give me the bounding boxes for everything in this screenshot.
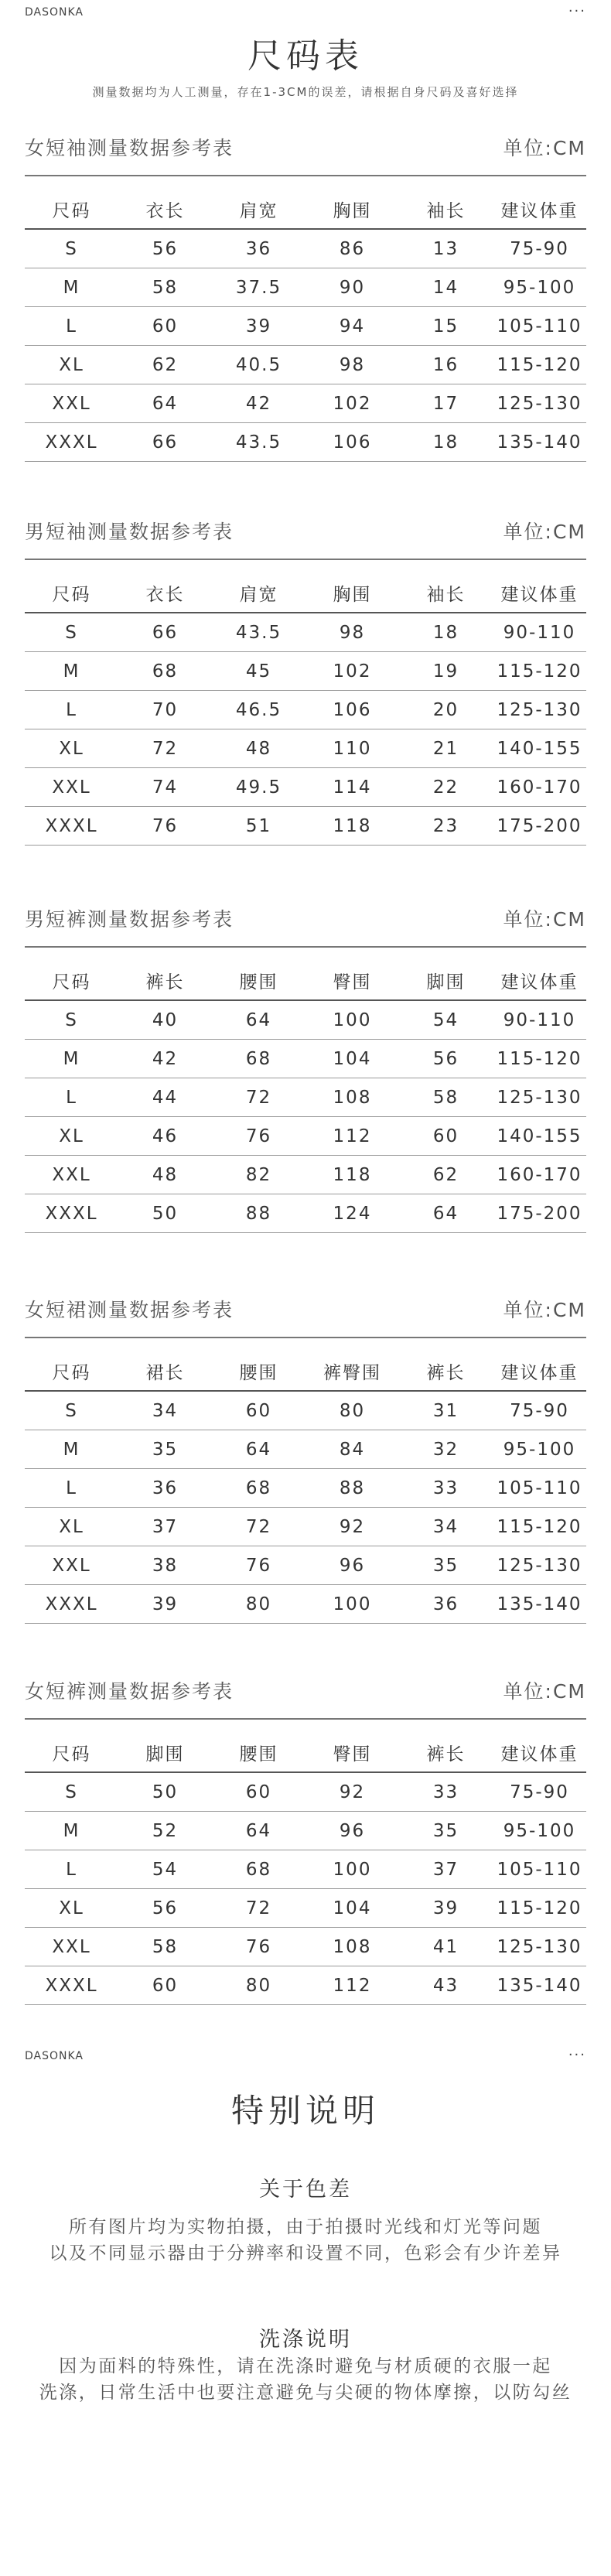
column-header: 袖长: [399, 574, 493, 613]
notes-brand-bar: [0, 2044, 611, 2072]
table-cell: 115-120: [493, 346, 586, 384]
table-cell: 92: [306, 1772, 399, 1812]
table-cell: 39: [212, 307, 306, 346]
table-cell: 19: [399, 652, 493, 691]
wash-note-line: 因为面料的特殊性，请在洗涤时避免与材质硬的衣服一起: [59, 2356, 552, 2376]
section-divider: [25, 175, 586, 176]
table-cell: 37: [399, 1850, 493, 1889]
table-row: [25, 768, 586, 807]
table-row: [25, 229, 586, 268]
column-header: 裙长: [118, 1352, 212, 1391]
section-header: [25, 1672, 586, 1710]
column-header: 胸围: [306, 190, 399, 229]
table-cell: 36: [399, 1585, 493, 1624]
table-cell: 56: [118, 229, 212, 268]
table-cell: 56: [118, 1889, 212, 1928]
table-cell: 72: [212, 1889, 306, 1928]
table-row: [25, 729, 586, 768]
top-brand-bar: [0, 0, 611, 28]
table-cell: 112: [306, 1966, 399, 2005]
table-cell: 35: [399, 1546, 493, 1585]
size-section-womens-shorts: [25, 1672, 586, 2004]
section-title: 男短裤测量数据参考表: [25, 908, 234, 931]
table-cell: 56: [399, 1040, 493, 1078]
size-section-mens-shorts: [25, 900, 586, 1232]
column-header: 臀围: [306, 1734, 399, 1772]
table-cell: 92: [306, 1508, 399, 1546]
table-cell: 50: [118, 1194, 212, 1233]
table-cell: 74: [118, 768, 212, 807]
column-header: 尺码: [25, 574, 118, 613]
unit-label: 单位:CM: [503, 137, 586, 159]
table-cell: 94: [306, 307, 399, 346]
table-row: [25, 1812, 586, 1850]
table-cell: 31: [399, 1391, 493, 1430]
table-cell: 34: [118, 1391, 212, 1430]
table-row: [25, 1850, 586, 1889]
column-header: 脚围: [118, 1734, 212, 1772]
table-cell: 104: [306, 1889, 399, 1928]
table-cell: 54: [399, 1000, 493, 1040]
table-cell: 106: [306, 423, 399, 462]
size-table: [25, 962, 586, 1233]
section-title: 女短袖测量数据参考表: [25, 137, 234, 159]
table-cell: 35: [399, 1812, 493, 1850]
size-section-womens-skirt: [25, 1290, 586, 1623]
table-cell: M: [25, 1040, 118, 1078]
table-cell: 105-110: [493, 1469, 586, 1508]
table-row: [25, 691, 586, 729]
table-cell: 124: [306, 1194, 399, 1233]
table-cell: 160-170: [493, 1156, 586, 1194]
table-cell: 60: [212, 1772, 306, 1812]
table-cell: 58: [399, 1078, 493, 1117]
table-cell: 104: [306, 1040, 399, 1078]
table-cell: 90: [306, 268, 399, 307]
table-row: [25, 268, 586, 307]
table-cell: 135-140: [493, 1585, 586, 1624]
table-row: [25, 1040, 586, 1078]
table-cell: XXL: [25, 1928, 118, 1966]
table-row: [25, 1585, 586, 1624]
table-cell: 76: [212, 1117, 306, 1156]
table-cell: 125-130: [493, 1078, 586, 1117]
section-title: 女短裙测量数据参考表: [25, 1299, 234, 1321]
table-row: [25, 1889, 586, 1928]
table-cell: 90-110: [493, 1000, 586, 1040]
table-cell: 112: [306, 1117, 399, 1156]
table-cell: 95-100: [493, 1812, 586, 1850]
table-cell: 88: [212, 1194, 306, 1233]
table-cell: S: [25, 1772, 118, 1812]
table-cell: 38: [118, 1546, 212, 1585]
unit-label: 单位:CM: [503, 1299, 586, 1321]
table-cell: 48: [118, 1156, 212, 1194]
table-cell: XXL: [25, 1546, 118, 1585]
table-row: [25, 1546, 586, 1585]
column-header: 建议体重: [493, 1734, 586, 1772]
column-header: 脚围: [399, 962, 493, 1000]
table-cell: M: [25, 1812, 118, 1850]
table-cell: 60: [212, 1391, 306, 1430]
table-cell: 43: [399, 1966, 493, 2005]
table-cell: 16: [399, 346, 493, 384]
table-cell: 125-130: [493, 691, 586, 729]
table-cell: 46: [118, 1117, 212, 1156]
table-cell: 66: [118, 613, 212, 652]
table-cell: XL: [25, 729, 118, 768]
table-cell: 64: [212, 1430, 306, 1469]
table-cell: 42: [212, 384, 306, 423]
table-cell: 108: [306, 1078, 399, 1117]
table-row: [25, 1772, 586, 1812]
table-cell: 84: [306, 1430, 399, 1469]
table-cell: 60: [118, 1966, 212, 2005]
table-cell: 52: [118, 1812, 212, 1850]
table-cell: XXXL: [25, 423, 118, 462]
table-cell: 58: [118, 1928, 212, 1966]
section-divider: [25, 1718, 586, 1720]
table-cell: 68: [212, 1850, 306, 1889]
section-header: [25, 512, 586, 551]
table-header-row: [25, 574, 586, 613]
column-header: 建议体重: [493, 1352, 586, 1391]
table-cell: 115-120: [493, 652, 586, 691]
table-cell: XXXL: [25, 1194, 118, 1233]
table-cell: 46.5: [212, 691, 306, 729]
table-cell: 37: [118, 1508, 212, 1546]
table-cell: 64: [212, 1000, 306, 1040]
table-cell: 14: [399, 268, 493, 307]
column-header: 胸围: [306, 574, 399, 613]
measurement-disclaimer: 测量数据均为人工测量，存在1-3CM的误差，请根据自身尺码及喜好选择: [92, 85, 519, 99]
brand-logo-text: DASONKA: [25, 2050, 84, 2062]
table-header-row: [25, 1734, 586, 1772]
table-row: [25, 423, 586, 462]
table-cell: 102: [306, 652, 399, 691]
column-header: 腰围: [212, 1734, 306, 1772]
table-row: [25, 1928, 586, 1966]
table-cell: 90-110: [493, 613, 586, 652]
column-header: 衣长: [118, 190, 212, 229]
table-cell: 86: [306, 229, 399, 268]
table-cell: 41: [399, 1928, 493, 1966]
table-cell: 20: [399, 691, 493, 729]
table-cell: XXL: [25, 384, 118, 423]
table-cell: S: [25, 613, 118, 652]
table-cell: 68: [212, 1040, 306, 1078]
table-cell: 75-90: [493, 1772, 586, 1812]
table-cell: S: [25, 229, 118, 268]
table-cell: 51: [212, 807, 306, 846]
column-header: 建议体重: [493, 190, 586, 229]
column-header: 尺码: [25, 1734, 118, 1772]
table-cell: 95-100: [493, 268, 586, 307]
column-header: 腰围: [212, 1352, 306, 1391]
table-cell: 32: [399, 1430, 493, 1469]
table-cell: 60: [118, 307, 212, 346]
table-cell: 40: [118, 1000, 212, 1040]
table-cell: 175-200: [493, 807, 586, 846]
table-cell: 88: [306, 1469, 399, 1508]
column-header: 肩宽: [212, 574, 306, 613]
table-cell: 175-200: [493, 1194, 586, 1233]
column-header: 建议体重: [493, 962, 586, 1000]
section-title: 男短袖测量数据参考表: [25, 521, 234, 543]
color-note-title: 关于色差: [259, 2178, 352, 2202]
table-cell: 135-140: [493, 423, 586, 462]
table-cell: 95-100: [493, 1430, 586, 1469]
table-cell: 43.5: [212, 613, 306, 652]
table-cell: 62: [399, 1156, 493, 1194]
table-cell: 125-130: [493, 1928, 586, 1966]
table-cell: 49.5: [212, 768, 306, 807]
table-cell: 98: [306, 613, 399, 652]
table-cell: L: [25, 307, 118, 346]
table-row: [25, 384, 586, 423]
table-cell: 15: [399, 307, 493, 346]
table-row: [25, 807, 586, 846]
size-section-womens-tshirt: [25, 128, 586, 461]
table-cell: 100: [306, 1850, 399, 1889]
table-cell: M: [25, 1430, 118, 1469]
table-cell: 33: [399, 1469, 493, 1508]
size-table: [25, 574, 586, 846]
column-header: 裤长: [399, 1352, 493, 1391]
table-row: [25, 1508, 586, 1546]
table-cell: 21: [399, 729, 493, 768]
table-cell: 40.5: [212, 346, 306, 384]
size-section-mens-tshirt: [25, 512, 586, 845]
table-cell: 66: [118, 423, 212, 462]
table-cell: 76: [118, 807, 212, 846]
table-cell: M: [25, 268, 118, 307]
table-header-row: [25, 962, 586, 1000]
column-header: 肩宽: [212, 190, 306, 229]
table-cell: 58: [118, 268, 212, 307]
size-table: [25, 1734, 586, 2005]
table-cell: M: [25, 652, 118, 691]
table-cell: 140-155: [493, 729, 586, 768]
column-header: 尺码: [25, 962, 118, 1000]
table-cell: 114: [306, 768, 399, 807]
table-cell: 160-170: [493, 768, 586, 807]
table-row: [25, 1117, 586, 1156]
notes-title: 特别说明: [230, 2092, 380, 2130]
table-row: [25, 1000, 586, 1040]
table-cell: 42: [118, 1040, 212, 1078]
table-cell: S: [25, 1000, 118, 1040]
table-row: [25, 1391, 586, 1430]
wash-note-line: 洗涤，日常生活中也要注意避免与尖硬的物体摩擦，以防勾丝: [39, 2383, 572, 2403]
column-header: 衣长: [118, 574, 212, 613]
table-cell: 105-110: [493, 307, 586, 346]
table-row: [25, 1156, 586, 1194]
table-cell: XXXL: [25, 1585, 118, 1624]
table-cell: 54: [118, 1850, 212, 1889]
table-cell: 34: [399, 1508, 493, 1546]
brand-logo-text: DASONKA: [25, 6, 84, 19]
table-cell: 80: [212, 1585, 306, 1624]
table-cell: 110: [306, 729, 399, 768]
table-cell: 64: [212, 1812, 306, 1850]
table-cell: XXL: [25, 1156, 118, 1194]
table-cell: 22: [399, 768, 493, 807]
column-header: 袖长: [399, 190, 493, 229]
table-cell: 125-130: [493, 1546, 586, 1585]
table-cell: 43.5: [212, 423, 306, 462]
table-cell: XL: [25, 1889, 118, 1928]
table-cell: 108: [306, 1928, 399, 1966]
table-row: [25, 346, 586, 384]
column-header: 尺码: [25, 1352, 118, 1391]
table-cell: 100: [306, 1585, 399, 1624]
column-header: 建议体重: [493, 574, 586, 613]
table-cell: 102: [306, 384, 399, 423]
size-table: [25, 190, 586, 462]
column-header: 腰围: [212, 962, 306, 1000]
section-header: [25, 900, 586, 938]
table-cell: L: [25, 1850, 118, 1889]
table-cell: 82: [212, 1156, 306, 1194]
table-row: [25, 652, 586, 691]
unit-label: 单位:CM: [503, 521, 586, 543]
column-header: 裤臀围: [306, 1352, 399, 1391]
size-table: [25, 1352, 586, 1624]
section-header: [25, 128, 586, 167]
table-cell: 64: [118, 384, 212, 423]
table-header-row: [25, 190, 586, 229]
table-cell: 106: [306, 691, 399, 729]
column-header: 臀围: [306, 962, 399, 1000]
table-cell: S: [25, 1391, 118, 1430]
table-cell: L: [25, 691, 118, 729]
page-title: 尺码表: [247, 36, 364, 76]
section-divider: [25, 559, 586, 560]
table-cell: 18: [399, 613, 493, 652]
wash-note-title: 洗涤说明: [259, 2328, 352, 2352]
table-row: [25, 1966, 586, 2005]
table-cell: 98: [306, 346, 399, 384]
table-cell: 115-120: [493, 1889, 586, 1928]
table-cell: 18: [399, 423, 493, 462]
table-cell: 135-140: [493, 1966, 586, 2005]
table-cell: 115-120: [493, 1508, 586, 1546]
table-cell: 68: [118, 652, 212, 691]
table-cell: 118: [306, 807, 399, 846]
table-cell: 62: [118, 346, 212, 384]
table-cell: 96: [306, 1812, 399, 1850]
table-cell: 70: [118, 691, 212, 729]
color-note-line: 所有图片均为实物拍摄，由于拍摄时光线和灯光等问题: [69, 2217, 542, 2237]
table-cell: 115-120: [493, 1040, 586, 1078]
table-cell: 68: [212, 1469, 306, 1508]
table-cell: 37.5: [212, 268, 306, 307]
table-cell: 125-130: [493, 384, 586, 423]
table-cell: 23: [399, 807, 493, 846]
table-row: [25, 613, 586, 652]
color-note-line: 以及不同显示器由于分辨率和设置不同，色彩会有少许差异: [49, 2243, 562, 2263]
table-cell: 36: [118, 1469, 212, 1508]
table-cell: 60: [399, 1117, 493, 1156]
table-cell: 140-155: [493, 1117, 586, 1156]
section-divider: [25, 1337, 586, 1338]
table-cell: L: [25, 1469, 118, 1508]
table-cell: 36: [212, 229, 306, 268]
table-row: [25, 1430, 586, 1469]
more-menu-icon[interactable]: ···: [568, 3, 586, 19]
table-cell: 48: [212, 729, 306, 768]
table-cell: 45: [212, 652, 306, 691]
table-cell: 105-110: [493, 1850, 586, 1889]
table-cell: 72: [118, 729, 212, 768]
table-row: [25, 1469, 586, 1508]
column-header: 裤长: [118, 962, 212, 1000]
table-cell: L: [25, 1078, 118, 1117]
table-cell: 39: [399, 1889, 493, 1928]
section-title: 女短裤测量数据参考表: [25, 1680, 234, 1703]
more-menu-icon[interactable]: ···: [568, 2047, 586, 2063]
table-cell: XL: [25, 346, 118, 384]
table-cell: 17: [399, 384, 493, 423]
column-header: 裤长: [399, 1734, 493, 1772]
table-cell: 75-90: [493, 229, 586, 268]
table-header-row: [25, 1352, 586, 1391]
table-cell: 80: [212, 1966, 306, 2005]
table-cell: 72: [212, 1078, 306, 1117]
unit-label: 单位:CM: [503, 1680, 586, 1703]
table-cell: 76: [212, 1928, 306, 1966]
table-cell: 64: [399, 1194, 493, 1233]
table-cell: 96: [306, 1546, 399, 1585]
table-cell: 76: [212, 1546, 306, 1585]
table-cell: XL: [25, 1117, 118, 1156]
table-cell: 80: [306, 1391, 399, 1430]
table-cell: 39: [118, 1585, 212, 1624]
section-divider: [25, 946, 586, 948]
table-cell: 75-90: [493, 1391, 586, 1430]
table-cell: 72: [212, 1508, 306, 1546]
table-cell: 100: [306, 1000, 399, 1040]
column-header: 尺码: [25, 190, 118, 229]
table-row: [25, 1194, 586, 1233]
table-cell: XL: [25, 1508, 118, 1546]
table-cell: 50: [118, 1772, 212, 1812]
table-row: [25, 1078, 586, 1117]
table-cell: XXL: [25, 768, 118, 807]
table-cell: 13: [399, 229, 493, 268]
table-cell: XXXL: [25, 1966, 118, 2005]
table-cell: 35: [118, 1430, 212, 1469]
table-cell: XXXL: [25, 807, 118, 846]
unit-label: 单位:CM: [503, 908, 586, 931]
table-cell: 44: [118, 1078, 212, 1117]
section-header: [25, 1290, 586, 1329]
table-cell: 118: [306, 1156, 399, 1194]
table-cell: 33: [399, 1772, 493, 1812]
table-row: [25, 307, 586, 346]
